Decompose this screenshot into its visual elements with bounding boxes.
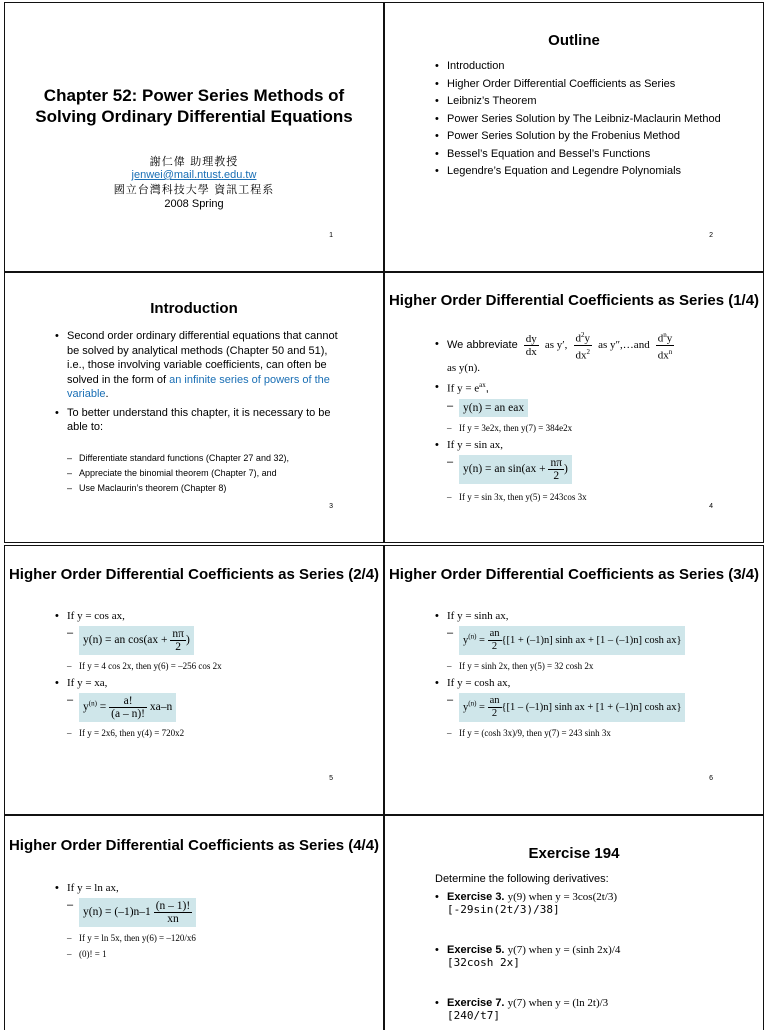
prereq-item: – Use Maclaurin’s theorem (Chapter 8) (67, 481, 353, 495)
formula-box: $y^{(n)}$ = $\frac{an}{2}$ {[1 + (–1)n] sinh ax + [1 – (–1)n] cosh ax} (459, 626, 685, 655)
page-number: 2 (709, 232, 713, 239)
slide-5 (4, 545, 384, 815)
cosh-bullet: • If y = cosh ax, (435, 677, 511, 689)
exercise-item: • Exercise 7. y(7) when y = (ln 2t)/3 [240/t7] (435, 997, 743, 1022)
list-item: • Power Series Solution by the Frobenius Method (435, 129, 723, 144)
formula-box: y(n) = an cos(ax + $\frac{n\pi}{2}$ ) (79, 626, 194, 655)
intro-bullet-1: • Second order ordinary differential equations that cannot be solved by analytical methods (Chapter 50 and 51), i.e., those involving variable coefficients, can often be solved in the form of an infinite series of powers of the variable. (55, 329, 343, 402)
slide-7 (4, 815, 384, 1030)
example: – If y = sin 3x, then y(5) = 243cos 3x (447, 490, 743, 504)
slide-title: Higher Order Differential Coefficients as Series (4/4) (8, 837, 380, 854)
exercise-answer: [240/t7] (447, 1009, 500, 1022)
list-item: • Leibniz’s Theorem (435, 94, 723, 109)
department: 國立台灣科技大學 資訊工程系 (113, 183, 275, 196)
slide-title: Introduction (150, 300, 238, 317)
list-item: • Power Series Solution by The Leibniz-Maclaurin Method (435, 112, 723, 127)
exercise-answer: [-29sin(2t/3)/38] (447, 903, 560, 916)
intro-bullet-2: • To better understand this chapter, it is necessary to be able to: (55, 406, 343, 435)
slide-title: Higher Order Differential Coefficients as Series (2/4) (8, 566, 380, 583)
example: – If y = 2x6, then y(4) = 720x2 (67, 726, 363, 740)
slide-title: Higher Order Differential Coefficients as Series (3/4) (388, 566, 760, 583)
formula-box: y(n) = an eax (459, 399, 528, 417)
formula-box: y(n) = an sin(ax + $\frac{n\pi}{2}$ ) (459, 455, 572, 484)
author-name: 謝仁偉 助理教授 (149, 155, 239, 168)
slide-title: Higher Order Differential Coefficients as Series (1/4) (388, 292, 760, 309)
page-number: 5 (329, 775, 333, 782)
power-bullet: • If y = xa, (55, 677, 108, 689)
exp-bullet: • If $y = e^{ax}$, (435, 381, 489, 395)
exercise-answer: [32cosh 2x] (447, 956, 520, 969)
term: 2008 Spring (164, 198, 224, 210)
formula-box: $y^{(n)}$ = $\frac{a!}{(a - n)!}$ xa–n (79, 693, 176, 722)
page-number: 3 (329, 503, 333, 510)
formula-box: y(n) = (–1)n–1 $\frac{(n - 1)!}{xn}$ (79, 898, 196, 927)
cos-bullet: • If y = cos ax, (55, 610, 125, 622)
infinite-series-phrase: an infinite series of powers of the variable (67, 373, 330, 400)
abbrev-bullet: • We abbreviate $\frac{dy}{dx}$ as y′, $\frac{d^2y}{dx^2}$ as y″,…and $\frac{d^ny}{dx^n}$ as y(n). (435, 331, 673, 375)
slide-6 (384, 545, 764, 815)
slide-4 (384, 272, 764, 543)
list-item: • Bessel’s Equation and Bessel’s Functions (435, 147, 723, 162)
prereq-item: – Appreciate the binomial theorem (Chapter 7), and (67, 466, 353, 480)
exercise-item: • Exercise 3. y(9) when y = 3cos(2t/3) [-29sin(2t/3)/38] (435, 891, 743, 944)
outline-list (435, 59, 723, 179)
list-item: • Legendre’s Equation and Legendre Polynomials (435, 164, 723, 179)
example: – If y = sinh 2x, then y(5) = 32 cosh 2x (447, 659, 743, 673)
sin-bullet: • If y = sin ax, (435, 438, 503, 451)
author-email-link[interactable]: jenwei@mail.ntust.edu.tw (131, 169, 257, 181)
exercise-item: • Exercise 5. y(7) when y = (sinh 2x)/4 [32cosh 2x] (435, 944, 743, 997)
slide-1 (4, 2, 384, 272)
list-item: • Higher Order Differential Coefficients as Series (435, 77, 723, 92)
slide-3 (4, 272, 384, 543)
slide-title: Exercise 194 (528, 845, 620, 862)
ln-bullet: • If y = ln ax, (55, 882, 119, 894)
exercise-intro: Determine the following derivatives: (435, 873, 609, 885)
formula-box: $y^{(n)}$ = $\frac{an}{2}$ {[1 – (–1)n] sinh ax + [1 + (–1)n] cosh ax} (459, 693, 685, 722)
slide-8 (384, 815, 764, 1030)
prereq-item: – Differentiate standard functions (Chapter 27 and 32), (67, 451, 353, 465)
example: – If y = (cosh 3x)/9, then y(7) = 243 sinh 3x (447, 726, 743, 740)
page-number: 6 (709, 775, 713, 782)
example: – If y = ln 5x, then y(6) = –120/x6 (67, 931, 363, 945)
chapter-title: Chapter 52: Power Series Methods of Solving Ordinary Differential Equations (35, 86, 353, 126)
page-number: 1 (329, 232, 333, 239)
example: – (0)! = 1 (67, 947, 363, 961)
example: – If y = 3e2x, then y(7) = 384e2x (447, 421, 743, 435)
example: – If y = 4 cos 2x, then y(6) = –256 cos 2x (67, 659, 363, 673)
slide-2 (384, 2, 764, 272)
sinh-bullet: • If y = sinh ax, (435, 610, 509, 622)
list-item: • Introduction (435, 59, 723, 74)
slide-title: Outline (548, 32, 600, 49)
page-number: 4 (709, 503, 713, 510)
